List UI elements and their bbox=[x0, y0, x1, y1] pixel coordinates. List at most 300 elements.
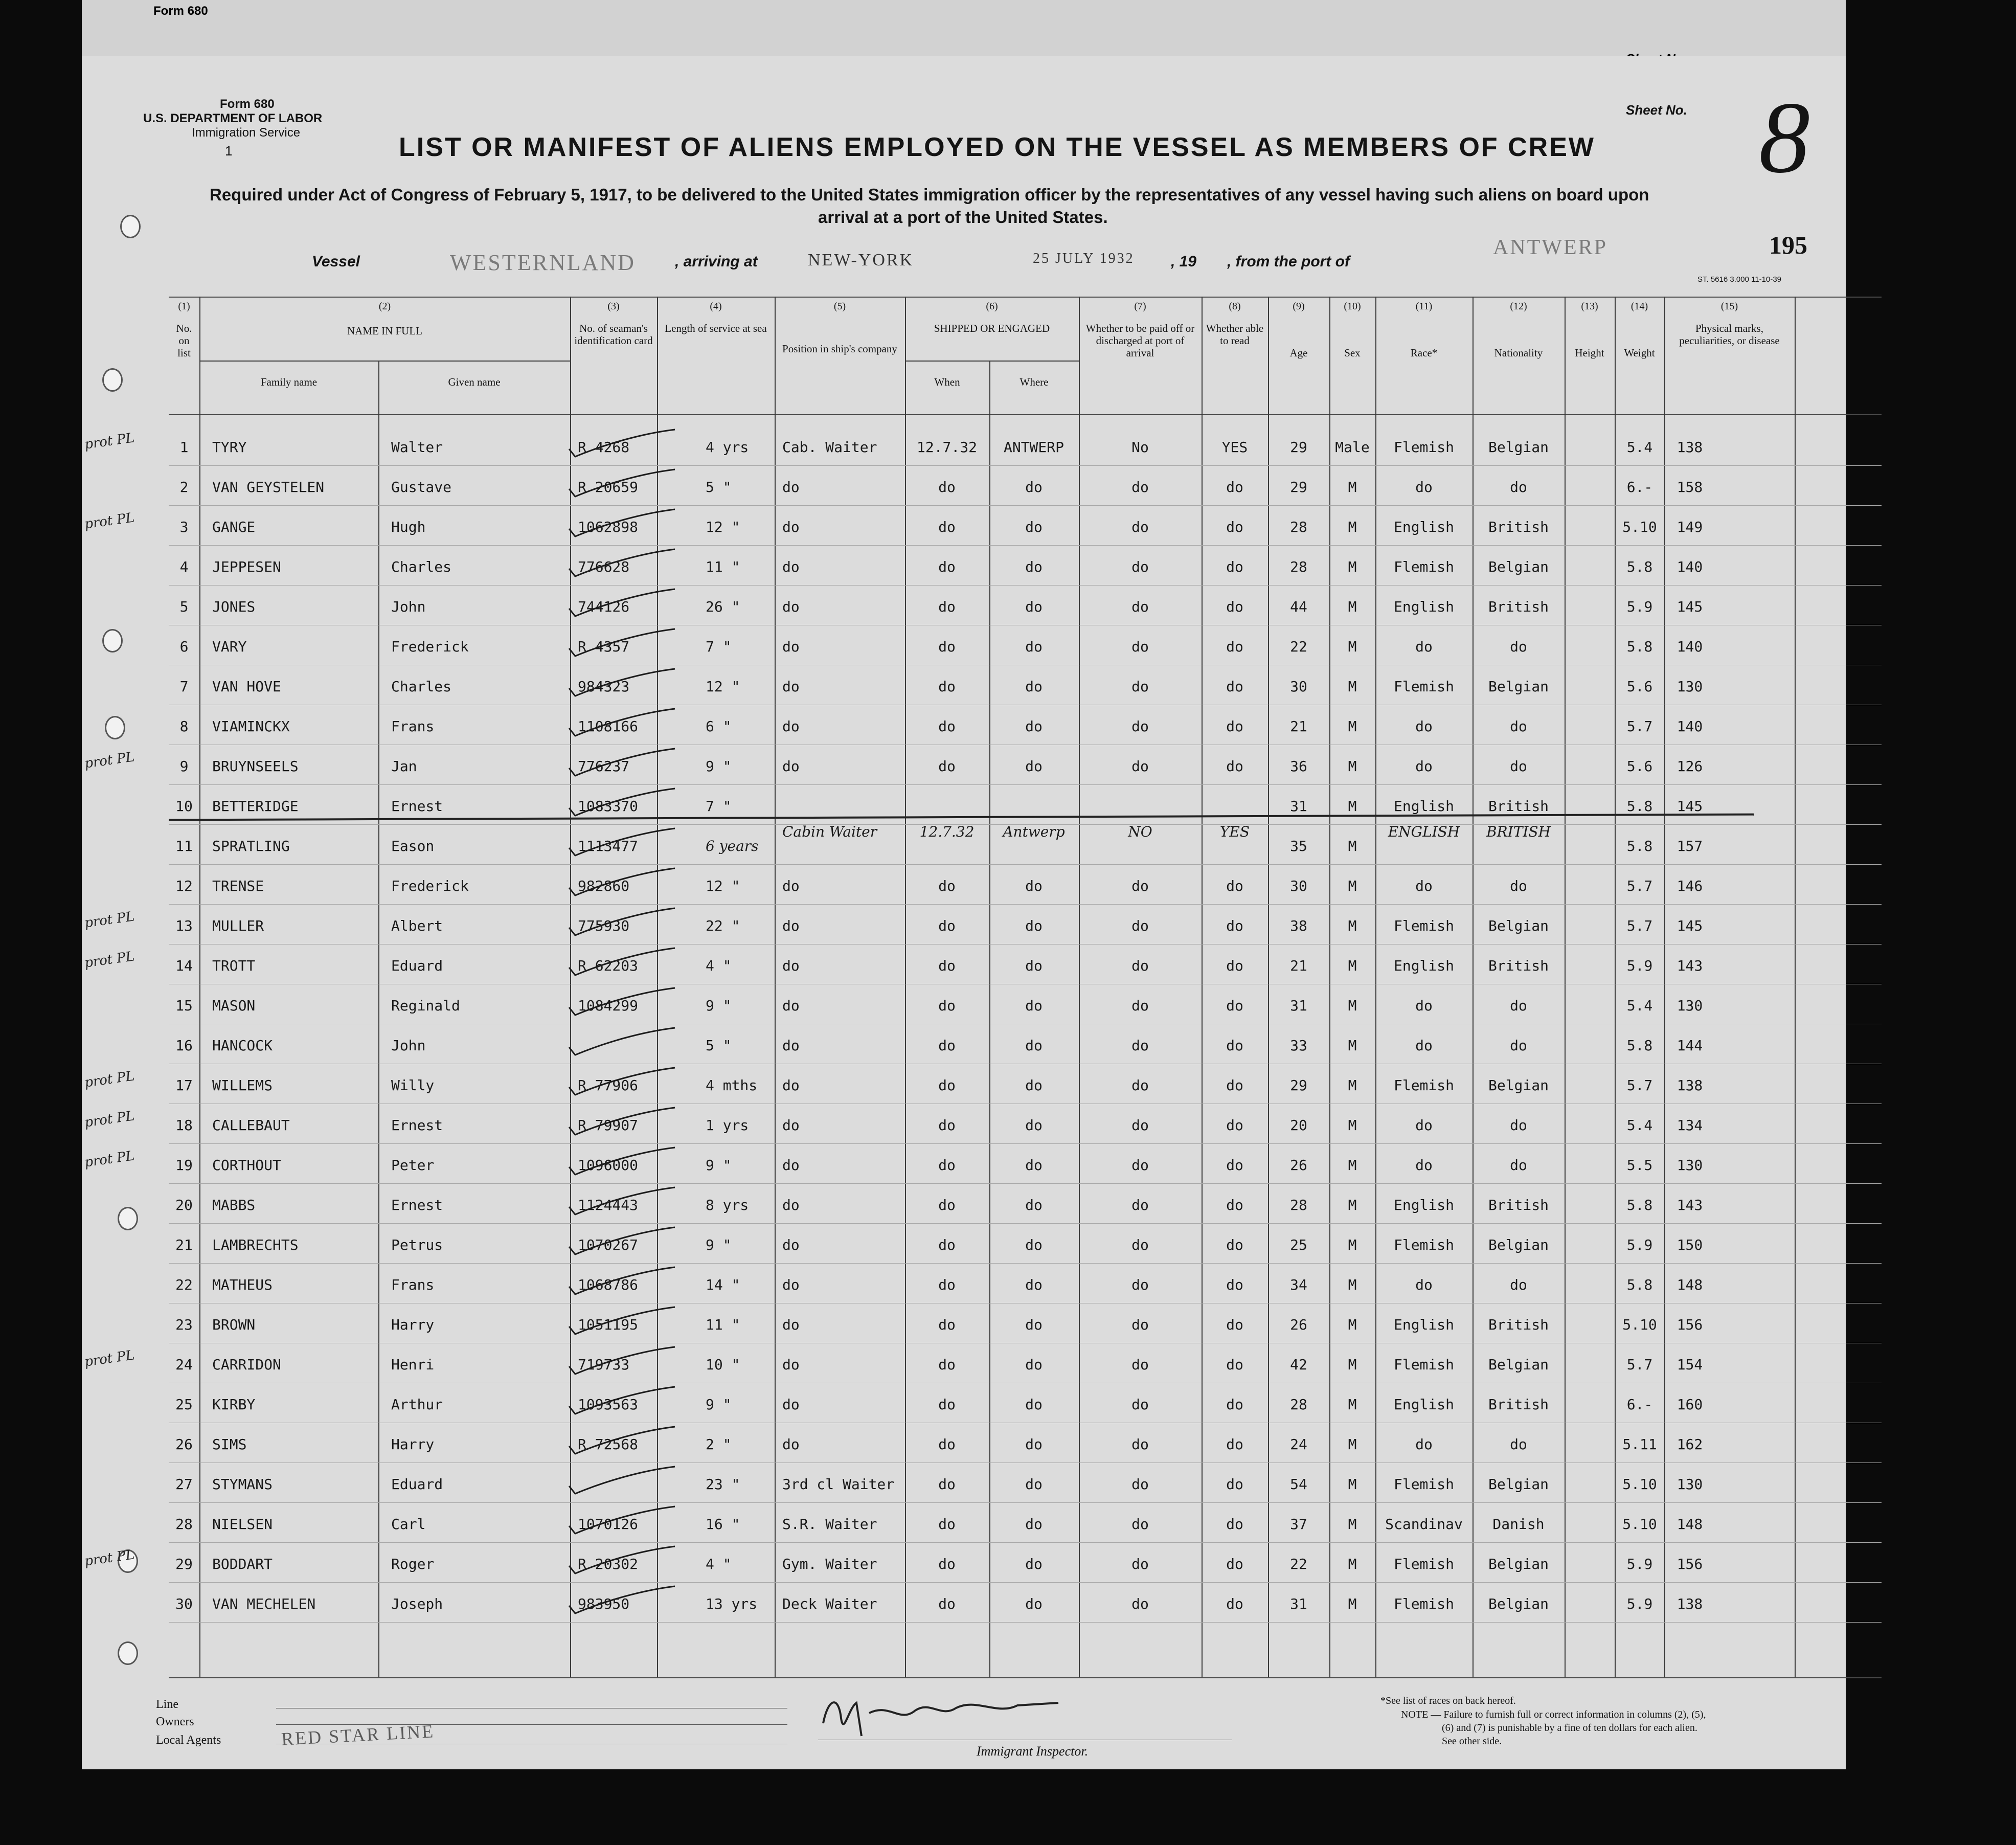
cell-family: TRENSE bbox=[212, 878, 264, 894]
check-mark bbox=[565, 1426, 677, 1456]
cell-when: do bbox=[938, 479, 956, 496]
column-header: Length of service at sea bbox=[665, 322, 767, 334]
column-number: (13) bbox=[1581, 301, 1598, 312]
cell-where: do bbox=[1025, 1595, 1043, 1612]
cell-where: do bbox=[1025, 1197, 1043, 1213]
cell-paid: do bbox=[1131, 917, 1149, 934]
cell-height: 5.8 bbox=[1626, 1037, 1653, 1054]
cell-sex: M bbox=[1348, 1356, 1357, 1373]
cell-given: Gustave bbox=[391, 479, 452, 496]
cell-nat: Belgian bbox=[1488, 558, 1549, 575]
cell-where: do bbox=[1025, 1356, 1043, 1373]
cell-read: do bbox=[1226, 479, 1243, 496]
cell-when: 12.7.32 bbox=[919, 823, 975, 840]
cell-no: 18 bbox=[175, 1117, 193, 1134]
cell-sex: M bbox=[1348, 1077, 1357, 1094]
cell-nat: Belgian bbox=[1488, 1077, 1549, 1094]
cell-no: 22 bbox=[175, 1276, 193, 1293]
cell-read: do bbox=[1226, 1197, 1243, 1213]
cell-read: do bbox=[1226, 1236, 1243, 1253]
cell-card: R 62203 bbox=[578, 957, 639, 974]
cell-card: 1062898 bbox=[578, 519, 639, 535]
stamp-number: 195 bbox=[1769, 231, 1807, 259]
cell-family: JONES bbox=[212, 598, 256, 615]
cell-family: KIRBY bbox=[212, 1396, 256, 1413]
cell-read: do bbox=[1226, 1476, 1243, 1493]
cell-family: JEPPESEN bbox=[212, 558, 281, 575]
cell-paid: do bbox=[1131, 598, 1149, 615]
port-value: ANTWERP bbox=[1493, 236, 1607, 259]
inspector-label: Immigrant Inspector. bbox=[977, 1744, 1089, 1759]
cell-sex: M bbox=[1348, 1197, 1357, 1213]
punch-hole bbox=[105, 716, 125, 739]
cell-sex: M bbox=[1348, 718, 1357, 735]
cell-paid: do bbox=[1131, 997, 1149, 1014]
subcolumn-header-when: When bbox=[934, 376, 960, 388]
cell-read: do bbox=[1226, 957, 1243, 974]
cell-weight: 156 bbox=[1677, 1556, 1703, 1572]
cell-family: NIELSEN bbox=[212, 1516, 273, 1533]
margin-note: prot PL bbox=[83, 909, 135, 931]
margin-note: prot PL bbox=[83, 1108, 135, 1131]
cell-race: English bbox=[1393, 1197, 1454, 1213]
subcolumn-header-family: Family name bbox=[260, 376, 318, 388]
cell-where: do bbox=[1025, 957, 1043, 974]
cell-paid: do bbox=[1131, 1556, 1149, 1572]
department: U.S. DEPARTMENT OF LABOR bbox=[143, 111, 323, 125]
cell-sex: M bbox=[1348, 1236, 1357, 1253]
cell-position: do bbox=[782, 638, 800, 655]
cell-family: VIAMINCKX bbox=[212, 718, 290, 735]
column-number: (10) bbox=[1344, 301, 1361, 312]
cell-when: do bbox=[938, 1037, 956, 1054]
cell-when: do bbox=[938, 718, 956, 735]
cell-position: do bbox=[782, 1436, 800, 1453]
check-mark bbox=[565, 1466, 677, 1496]
cell-race: Flemish bbox=[1393, 1595, 1454, 1612]
column-header: Nationality bbox=[1494, 347, 1543, 359]
cell-age: 20 bbox=[1290, 1117, 1307, 1134]
cell-height: 5.9 bbox=[1626, 1236, 1653, 1253]
cell-card: 1084299 bbox=[578, 997, 639, 1014]
cell-position: do bbox=[782, 1077, 800, 1094]
cell-nat: Danish bbox=[1492, 1516, 1545, 1533]
cell-paid: do bbox=[1131, 878, 1149, 894]
cell-weight: 140 bbox=[1677, 718, 1703, 735]
cell-paid: do bbox=[1131, 957, 1149, 974]
cell-when: do bbox=[938, 1157, 956, 1174]
column-number: (5) bbox=[833, 301, 846, 312]
cell-no: 13 bbox=[175, 917, 193, 934]
cell-given: Albert bbox=[391, 917, 443, 934]
check-mark bbox=[565, 1107, 677, 1137]
cell-read: do bbox=[1226, 638, 1243, 655]
cell-read: do bbox=[1226, 718, 1243, 735]
cell-age: 28 bbox=[1290, 1197, 1307, 1213]
vessel-label: Vessel bbox=[312, 253, 360, 270]
cell-nat: do bbox=[1510, 638, 1527, 655]
cell-card: 776628 bbox=[578, 558, 630, 575]
cell-no: 7 bbox=[179, 678, 189, 695]
cell-sex: M bbox=[1348, 1516, 1357, 1533]
cell-sex: M bbox=[1348, 1396, 1357, 1413]
cell-height: 5.9 bbox=[1626, 1556, 1653, 1572]
cell-paid: do bbox=[1131, 638, 1149, 655]
cell-card: R 79907 bbox=[578, 1117, 639, 1134]
cell-when: do bbox=[938, 1595, 956, 1612]
column-number: (2) bbox=[378, 301, 391, 312]
cell-weight: 158 bbox=[1677, 479, 1703, 496]
check-mark bbox=[565, 508, 677, 539]
cell-sex: M bbox=[1348, 479, 1357, 496]
cell-weight: 157 bbox=[1677, 838, 1703, 854]
cell-weight: 154 bbox=[1677, 1356, 1703, 1373]
cell-paid: do bbox=[1131, 1396, 1149, 1413]
margin-note: prot PL bbox=[83, 1547, 135, 1569]
cell-sex: M bbox=[1348, 1595, 1357, 1612]
cell-read: do bbox=[1226, 1556, 1243, 1572]
cell-height: 5.7 bbox=[1626, 917, 1653, 934]
cell-race: do bbox=[1415, 1157, 1433, 1174]
cell-sex: M bbox=[1348, 558, 1357, 575]
cell-read: do bbox=[1226, 1316, 1243, 1333]
cell-nat: do bbox=[1510, 1436, 1527, 1453]
cell-age: 44 bbox=[1290, 598, 1307, 615]
cell-sex: M bbox=[1348, 957, 1357, 974]
cell-family: VARY bbox=[212, 638, 247, 655]
cell-family: TYRY bbox=[212, 439, 247, 456]
column-header: Height bbox=[1575, 347, 1604, 359]
cell-service: 7 " bbox=[706, 638, 732, 655]
cell-position: Cab. Waiter bbox=[782, 439, 877, 456]
cell-sex: M bbox=[1348, 598, 1357, 615]
cell-family: SIMS bbox=[212, 1436, 247, 1453]
cell-race: English bbox=[1393, 1316, 1454, 1333]
cell-race: do bbox=[1415, 718, 1433, 735]
cell-service: 4 yrs bbox=[706, 439, 749, 456]
cell-age: 25 bbox=[1290, 1236, 1307, 1253]
cell-no: 5 bbox=[179, 598, 189, 615]
cell-position: do bbox=[782, 1396, 800, 1413]
column-number: (15) bbox=[1720, 301, 1738, 312]
cell-service: 4 mths bbox=[706, 1077, 758, 1094]
cell-race: do bbox=[1415, 1436, 1433, 1453]
sheet-label: Sheet No. bbox=[1626, 102, 1687, 118]
cell-no: 29 bbox=[175, 1556, 193, 1572]
agents-label: Local Agents bbox=[156, 1734, 221, 1747]
cell-weight: 144 bbox=[1677, 1037, 1703, 1054]
column-header: Race* bbox=[1410, 347, 1438, 359]
cell-where: do bbox=[1025, 878, 1043, 894]
cell-race: do bbox=[1415, 1117, 1433, 1134]
cell-race: do bbox=[1415, 997, 1433, 1014]
cell-family: HANCOCK bbox=[212, 1037, 273, 1054]
cell-nat: British bbox=[1488, 957, 1549, 974]
cell-service: 9 " bbox=[706, 997, 732, 1014]
cell-family: MATHEUS bbox=[212, 1276, 273, 1293]
cell-race: Flemish bbox=[1393, 1077, 1454, 1094]
cell-no: 10 bbox=[175, 798, 193, 815]
check-mark bbox=[565, 867, 677, 898]
cell-paid: do bbox=[1131, 1476, 1149, 1493]
cell-when: do bbox=[938, 1516, 956, 1533]
cell-age: 37 bbox=[1290, 1516, 1307, 1533]
cell-position: do bbox=[782, 758, 800, 775]
cell-when: do bbox=[938, 1556, 956, 1572]
check-mark bbox=[565, 1067, 677, 1097]
cell-given: Harry bbox=[391, 1436, 435, 1453]
cell-paid: do bbox=[1131, 1117, 1149, 1134]
cell-service: 2 " bbox=[706, 1436, 732, 1453]
cell-height: 5.7 bbox=[1626, 1356, 1653, 1373]
cell-nat: Belgian bbox=[1488, 678, 1549, 695]
cell-given: Henri bbox=[391, 1356, 435, 1373]
cell-read: do bbox=[1226, 1516, 1243, 1533]
margin-note: prot PL bbox=[83, 1347, 135, 1370]
column-number: (7) bbox=[1134, 301, 1146, 312]
cell-where: do bbox=[1025, 1236, 1043, 1253]
check-mark bbox=[565, 1346, 677, 1377]
column-header: Position in ship's company bbox=[782, 343, 897, 355]
cell-card: 775930 bbox=[578, 917, 630, 934]
column-header: Age bbox=[1289, 347, 1308, 359]
cell-height: 5.8 bbox=[1626, 638, 1653, 655]
cell-card: 744126 bbox=[578, 598, 630, 615]
cell-height: 5.10 bbox=[1622, 1516, 1657, 1533]
cell-nat: do bbox=[1510, 878, 1527, 894]
cell-service: 9 " bbox=[706, 1396, 732, 1413]
cell-race: do bbox=[1415, 479, 1433, 496]
cell-no: 16 bbox=[175, 1037, 193, 1054]
cell-given: Frederick bbox=[391, 878, 469, 894]
owners-label: Owners bbox=[156, 1715, 194, 1728]
column-header: Physical marks, peculiarities, or disease bbox=[1679, 322, 1780, 347]
cell-age: 30 bbox=[1290, 878, 1307, 894]
cell-weight: 134 bbox=[1677, 1117, 1703, 1134]
cell-card: R 20302 bbox=[578, 1556, 639, 1572]
cell-nat: British bbox=[1488, 1316, 1549, 1333]
cell-height: 5.8 bbox=[1626, 838, 1653, 854]
cell-where: do bbox=[1025, 1556, 1043, 1572]
cell-age: 35 bbox=[1290, 838, 1307, 854]
header-mark: 1 bbox=[225, 143, 233, 159]
cell-when: do bbox=[938, 997, 956, 1014]
cell-no: 21 bbox=[175, 1236, 193, 1253]
cell-read: do bbox=[1226, 1356, 1243, 1373]
cell-weight: 162 bbox=[1677, 1436, 1703, 1453]
check-mark bbox=[565, 548, 677, 579]
cell-sex: M bbox=[1348, 798, 1357, 815]
cell-weight: 138 bbox=[1677, 1595, 1703, 1612]
cell-card: 719733 bbox=[578, 1356, 630, 1373]
cell-when: do bbox=[938, 1396, 956, 1413]
cell-service: 9 " bbox=[706, 1157, 732, 1174]
cell-position: 3rd cl Waiter bbox=[782, 1476, 895, 1493]
cell-nat: do bbox=[1510, 1037, 1527, 1054]
cell-when: do bbox=[938, 1236, 956, 1253]
cell-paid: do bbox=[1131, 678, 1149, 695]
cell-card: R 4268 bbox=[578, 439, 630, 456]
cell-read: do bbox=[1226, 878, 1243, 894]
column-header: Whether to be paid off or discharged at port of arrival bbox=[1085, 322, 1195, 359]
cell-paid: do bbox=[1131, 1595, 1149, 1612]
cell-weight: 126 bbox=[1677, 758, 1703, 775]
cell-height: 5.8 bbox=[1626, 1197, 1653, 1213]
cell-card: 1070126 bbox=[578, 1516, 639, 1533]
cell-nat: do bbox=[1510, 758, 1527, 775]
cell-age: 28 bbox=[1290, 519, 1307, 535]
cell-where: do bbox=[1025, 1316, 1043, 1333]
cell-height: 5.9 bbox=[1626, 598, 1653, 615]
cell-no: 28 bbox=[175, 1516, 193, 1533]
cell-given: Frans bbox=[391, 718, 435, 735]
check-mark bbox=[565, 987, 677, 1018]
cell-card: 983950 bbox=[578, 1595, 630, 1612]
cell-position: do bbox=[782, 718, 800, 735]
column-number: (3) bbox=[607, 301, 620, 312]
cell-card: 1124443 bbox=[578, 1197, 639, 1213]
cell-card: R 20659 bbox=[578, 479, 639, 496]
check-mark bbox=[565, 1545, 677, 1576]
cell-given: Charles bbox=[391, 558, 452, 575]
cell-weight: 130 bbox=[1677, 1476, 1703, 1493]
cell-where: do bbox=[1025, 479, 1043, 496]
cell-no: 8 bbox=[179, 718, 189, 735]
cell-read: do bbox=[1226, 1396, 1243, 1413]
cell-sex: M bbox=[1348, 638, 1357, 655]
column-number: (6) bbox=[986, 301, 998, 312]
cell-when: do bbox=[938, 957, 956, 974]
cell-where: do bbox=[1025, 598, 1043, 615]
cell-when: 12.7.32 bbox=[916, 439, 977, 456]
cell-card: 1093563 bbox=[578, 1396, 639, 1413]
cell-race: do bbox=[1415, 638, 1433, 655]
cell-no: 11 bbox=[175, 838, 193, 854]
cell-family: CARRIDON bbox=[212, 1356, 281, 1373]
cell-family: TROTT bbox=[212, 957, 256, 974]
cell-weight: 145 bbox=[1677, 798, 1703, 815]
cell-given: Petrus bbox=[391, 1236, 443, 1253]
cell-race: English bbox=[1393, 957, 1454, 974]
cell-nat: do bbox=[1510, 1117, 1527, 1134]
cell-where: ANTWERP bbox=[1003, 439, 1064, 456]
cell-age: 31 bbox=[1290, 798, 1307, 815]
note-line-1: NOTE — Failure to furnish full or correct information in columns (2), (5), bbox=[1401, 1709, 1706, 1720]
cell-when: do bbox=[938, 1117, 956, 1134]
cell-race: do bbox=[1415, 878, 1433, 894]
cell-family: WILLEMS bbox=[212, 1077, 273, 1094]
cell-where: do bbox=[1025, 1037, 1043, 1054]
cell-service: 4 " bbox=[706, 957, 732, 974]
vessel-value: WESTERNLAND bbox=[450, 250, 636, 275]
cell-given: Arthur bbox=[391, 1396, 443, 1413]
cell-paid: do bbox=[1131, 519, 1149, 535]
cell-service: 22 " bbox=[706, 917, 740, 934]
cell-when: do bbox=[938, 1077, 956, 1094]
cell-when: do bbox=[938, 1316, 956, 1333]
cell-when: do bbox=[938, 678, 956, 695]
cell-service: 9 " bbox=[706, 1236, 732, 1253]
cell-card: 984323 bbox=[578, 678, 630, 695]
cell-age: 26 bbox=[1290, 1157, 1307, 1174]
cell-given: Ernest bbox=[391, 1117, 443, 1134]
cell-when: do bbox=[938, 1276, 956, 1293]
cell-no: 12 bbox=[175, 878, 193, 894]
cell-family: MASON bbox=[212, 997, 256, 1014]
cell-race: Flemish bbox=[1393, 1356, 1454, 1373]
cell-family: BRUYNSEELS bbox=[212, 758, 299, 775]
cell-position: do bbox=[782, 917, 800, 934]
column-number: (8) bbox=[1229, 301, 1241, 312]
cell-given: Roger bbox=[391, 1556, 435, 1572]
check-mark bbox=[565, 588, 677, 619]
cell-read: do bbox=[1226, 1436, 1243, 1453]
cell-weight: 130 bbox=[1677, 678, 1703, 695]
cell-sex: M bbox=[1348, 1436, 1357, 1453]
cell-height: 5.10 bbox=[1622, 1476, 1657, 1493]
cell-card: R 77906 bbox=[578, 1077, 639, 1094]
cell-position: do bbox=[782, 479, 800, 496]
cell-weight: 130 bbox=[1677, 997, 1703, 1014]
cell-family: STYMANS bbox=[212, 1476, 273, 1493]
cell-nat: Belgian bbox=[1488, 1476, 1549, 1493]
cell-weight: 145 bbox=[1677, 598, 1703, 615]
cell-position: do bbox=[782, 1316, 800, 1333]
cell-given: Peter bbox=[391, 1157, 435, 1174]
cell-read: do bbox=[1226, 1157, 1243, 1174]
cell-where: do bbox=[1025, 519, 1043, 535]
page-title: LIST OR MANIFEST OF ALIENS EMPLOYED ON THE VESSEL AS MEMBERS OF CREW bbox=[399, 132, 1595, 162]
cell-age: 36 bbox=[1290, 758, 1307, 775]
cell-given: Frederick bbox=[391, 638, 469, 655]
cell-family: BODDART bbox=[212, 1556, 273, 1572]
cell-sex: M bbox=[1348, 838, 1357, 854]
cell-given: Eduard bbox=[391, 1476, 443, 1493]
sheet-number: 8 bbox=[1759, 81, 1810, 194]
cell-weight: 160 bbox=[1677, 1396, 1703, 1413]
check-mark bbox=[565, 788, 677, 818]
cell-given: Charles bbox=[391, 678, 452, 695]
cell-read: do bbox=[1226, 1037, 1243, 1054]
cell-weight: 140 bbox=[1677, 558, 1703, 575]
cell-no: 27 bbox=[175, 1476, 193, 1493]
cell-position: Gym. Waiter bbox=[782, 1556, 877, 1572]
cell-read: do bbox=[1226, 678, 1243, 695]
cell-race: ENGLISH bbox=[1388, 823, 1460, 840]
cell-height: 5.11 bbox=[1622, 1436, 1657, 1453]
manifest-sheet bbox=[82, 56, 1846, 1769]
cell-sex: M bbox=[1348, 758, 1357, 775]
cell-paid: do bbox=[1131, 1077, 1149, 1094]
cell-weight: 143 bbox=[1677, 957, 1703, 974]
check-mark bbox=[565, 1266, 677, 1297]
cell-given: Joseph bbox=[391, 1595, 443, 1612]
cell-card: 982860 bbox=[578, 878, 630, 894]
cell-card: 1108166 bbox=[578, 718, 639, 735]
cell-where: do bbox=[1025, 758, 1043, 775]
cell-paid: do bbox=[1131, 558, 1149, 575]
cell-where: do bbox=[1025, 1516, 1043, 1533]
cell-where: do bbox=[1025, 1476, 1043, 1493]
cell-service: 26 " bbox=[706, 598, 740, 615]
cell-race: English bbox=[1393, 598, 1454, 615]
check-mark bbox=[565, 708, 677, 738]
punch-hole bbox=[118, 1641, 138, 1665]
column-header: SHIPPED OR ENGAGED bbox=[934, 322, 1050, 334]
margin-note: prot PL bbox=[83, 1068, 135, 1091]
cell-position: do bbox=[782, 957, 800, 974]
cell-no: 19 bbox=[175, 1157, 193, 1174]
